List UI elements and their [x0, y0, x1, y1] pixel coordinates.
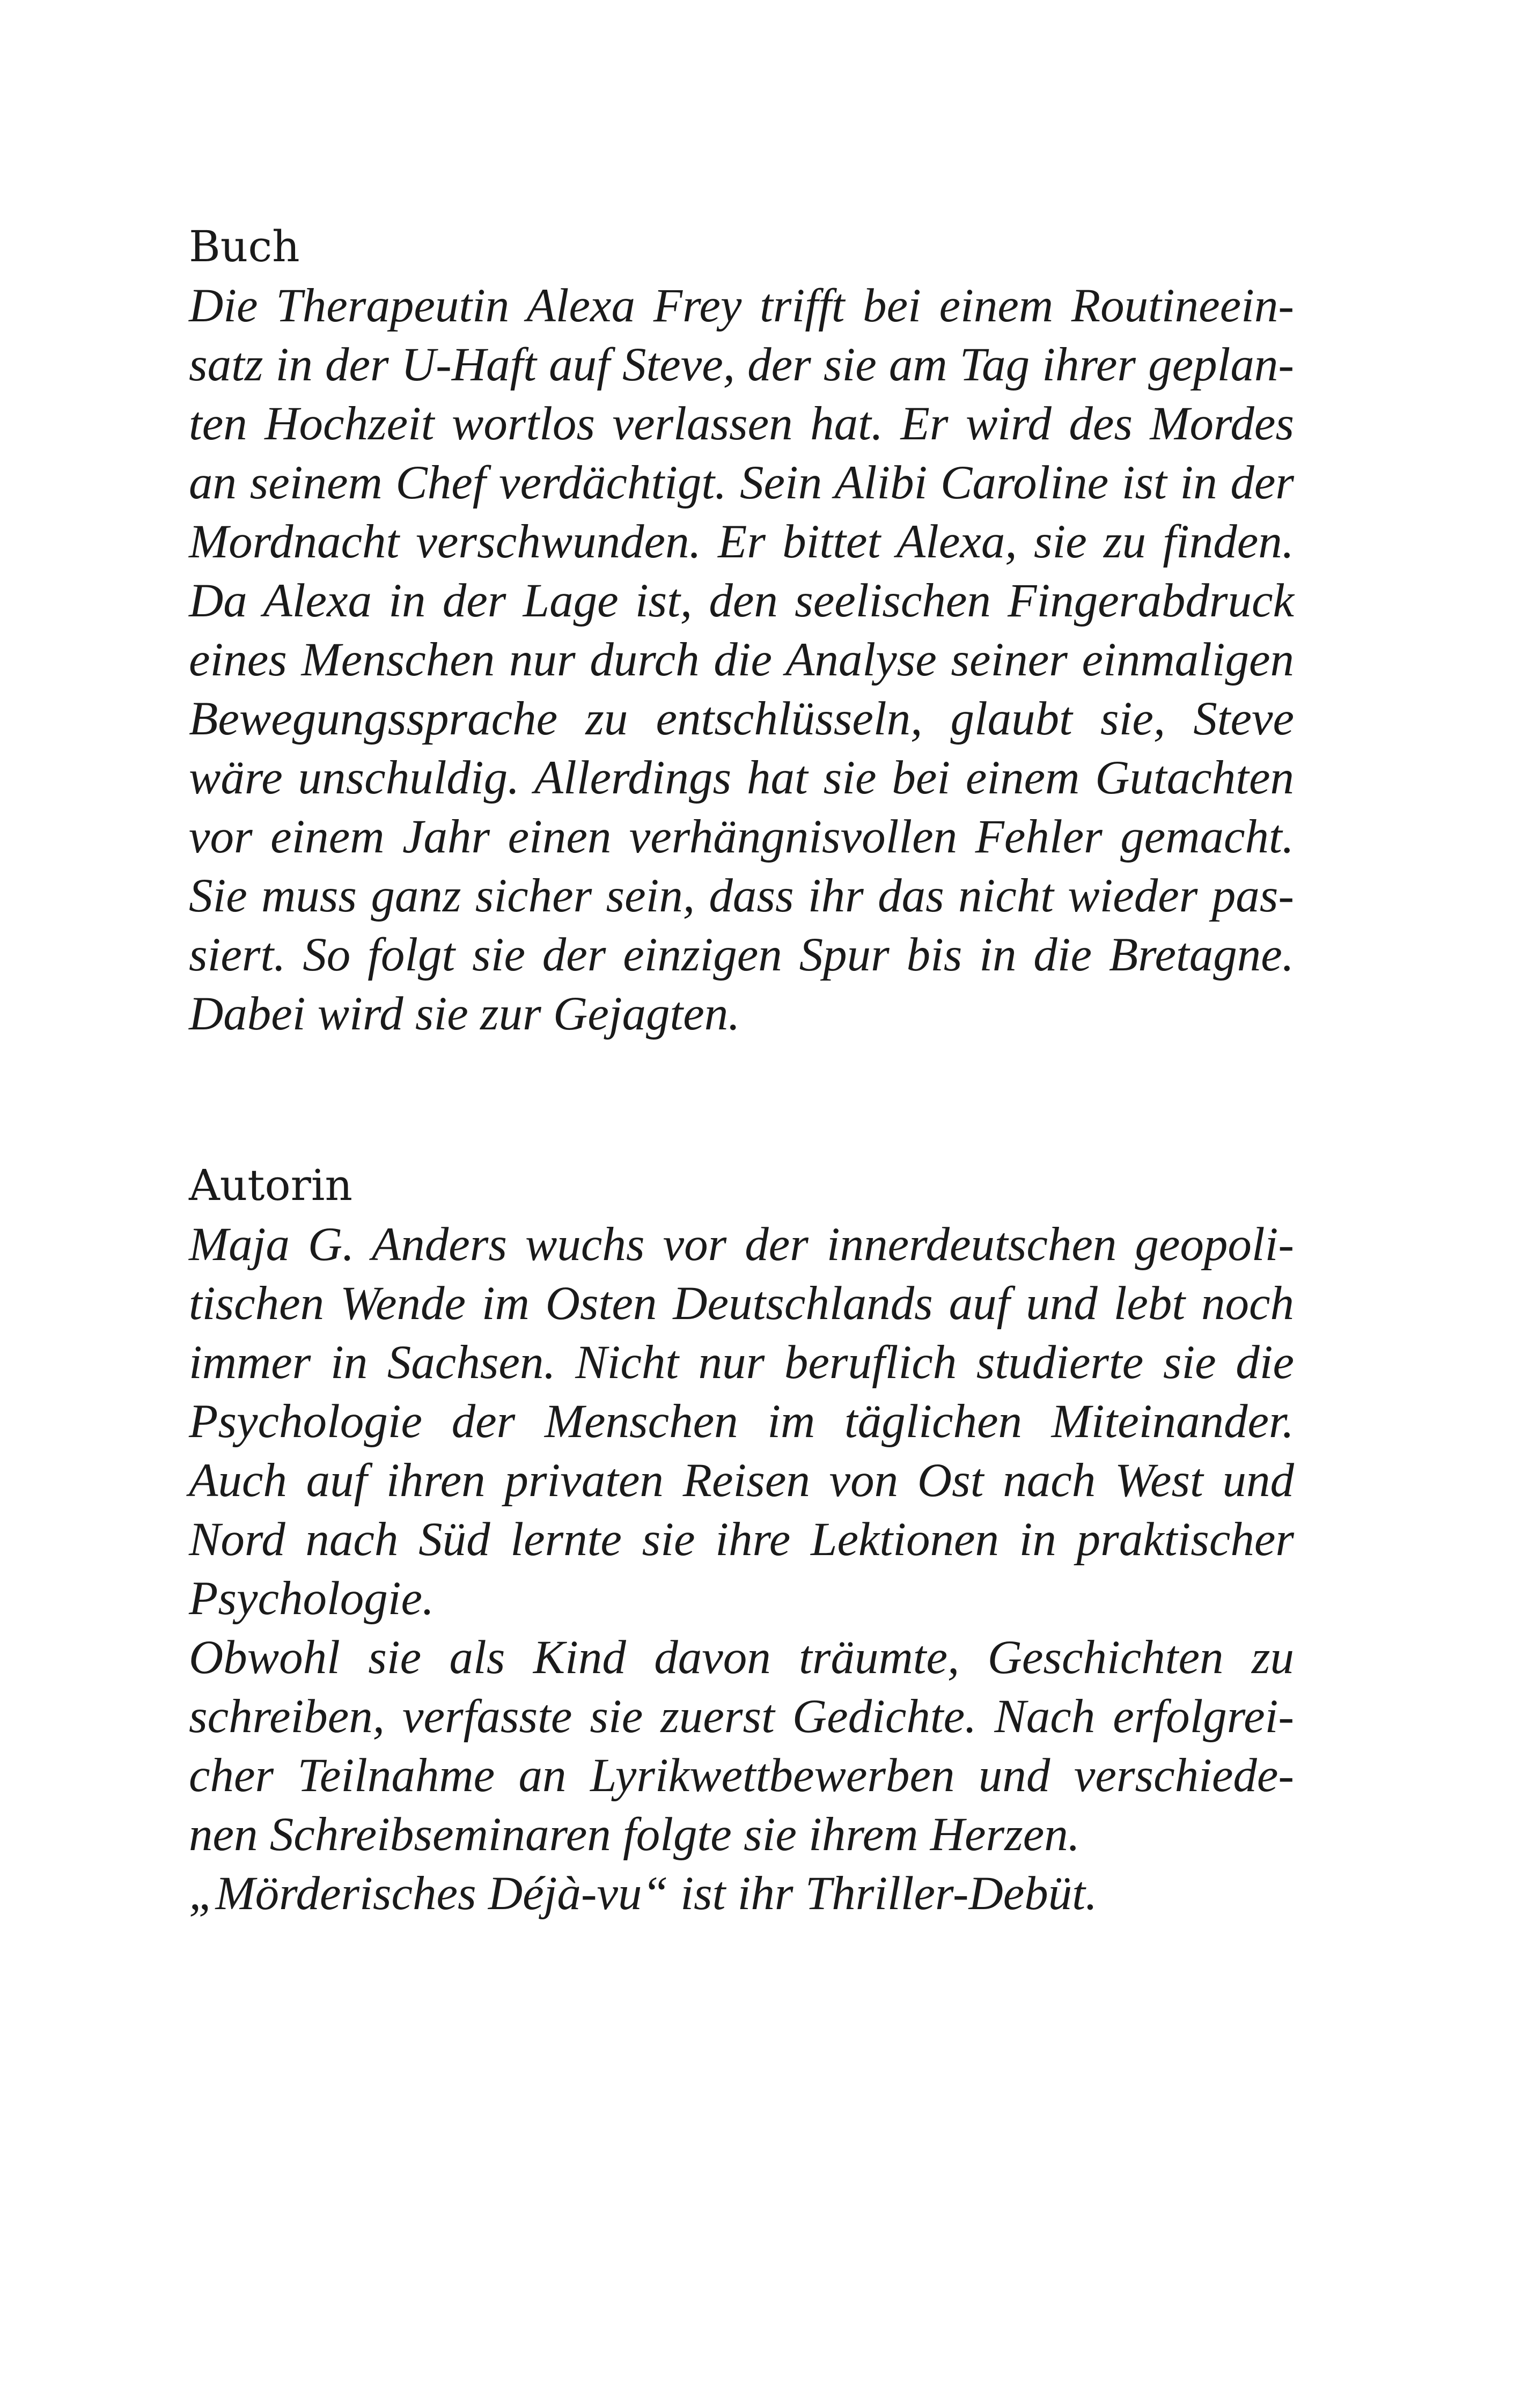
buch-text-line: Sie muss ganz sicher sein, dass ihr das nicht wieder pas- [189, 870, 1294, 922]
buch-text-line: satz in der U-Haft auf Steve, der sie am Tag ihrer geplan- [189, 338, 1294, 391]
autorin-text-line: nen Schreibseminaren folgte sie ihrem Herzen. [189, 1808, 1080, 1861]
autorin-heading: Autorin [189, 1160, 352, 1210]
autorin-text-line: Nord nach Süd lernte sie ihre Lektionen in praktischer [189, 1513, 1294, 1566]
buch-section [189, 217, 1294, 1043]
autorin-section [189, 1156, 1294, 1923]
buch-text-line: Mordnacht verschwunden. Er bittet Alexa, sie zu finden. [189, 516, 1294, 568]
autorin-text-line: Psychologie der Menschen im täglichen Miteinander. [189, 1395, 1294, 1448]
autorin-bio [189, 1215, 1294, 1923]
buch-text-line: Bewegungssprache zu entschlüsseln, glaubt sie, Steve [189, 693, 1294, 745]
autorin-text-line: schreiben, verfasste sie zuerst Gedichte. Nach erfolgrei- [189, 1690, 1294, 1743]
buch-text-line: Da Alexa in der Lage ist, den seelischen Fingerabdruck [189, 575, 1294, 627]
autorin-text-line: Auch auf ihren privaten Reisen von Ost nach West und [189, 1454, 1294, 1507]
autorin-text-line: Psychologie. [189, 1572, 435, 1625]
autorin-text-line: cher Teilnahme an Lyrikwettbewerben und verschiede- [189, 1749, 1294, 1802]
autorin-text-line: Obwohl sie als Kind davon träumte, Geschichten zu [189, 1631, 1294, 1684]
buch-text-line: wäre unschuldig. Allerdings hat sie bei einem Gutachten [189, 752, 1294, 804]
buch-text-line: eines Menschen nur durch die Analyse seiner einmaligen [189, 634, 1294, 686]
buch-text-line: an seinem Chef verdächtigt. Sein Alibi Caroline ist in der [189, 456, 1294, 509]
autorin-text-line: „Mörderisches Déjà-vu“ ist ihr Thriller-Debüt. [189, 1867, 1098, 1920]
buch-text-line: siert. So folgt sie der einzigen Spur bis in die Bretagne. [189, 929, 1294, 981]
buch-text-line: ten Hochzeit wortlos verlassen hat. Er wird des Mordes [189, 397, 1294, 450]
buch-heading: Buch [189, 222, 300, 271]
autorin-text-line: tischen Wende im Osten Deutschlands auf und lebt noch [189, 1277, 1294, 1330]
buch-text-line: Die Therapeutin Alexa Frey trifft bei einem Routineein- [189, 279, 1294, 332]
buch-text-line: vor einem Jahr einen verhängnisvollen Fehler gemacht. [189, 811, 1294, 863]
autorin-text-line: immer in Sachsen. Nicht nur beruflich studierte sie die [189, 1336, 1294, 1389]
buch-blurb [189, 276, 1294, 1043]
autorin-text-line: Maja G. Anders wuchs vor der innerdeutschen geopoli- [189, 1218, 1294, 1271]
buch-text-line: Dabei wird sie zur Gejagten. [189, 988, 740, 1040]
